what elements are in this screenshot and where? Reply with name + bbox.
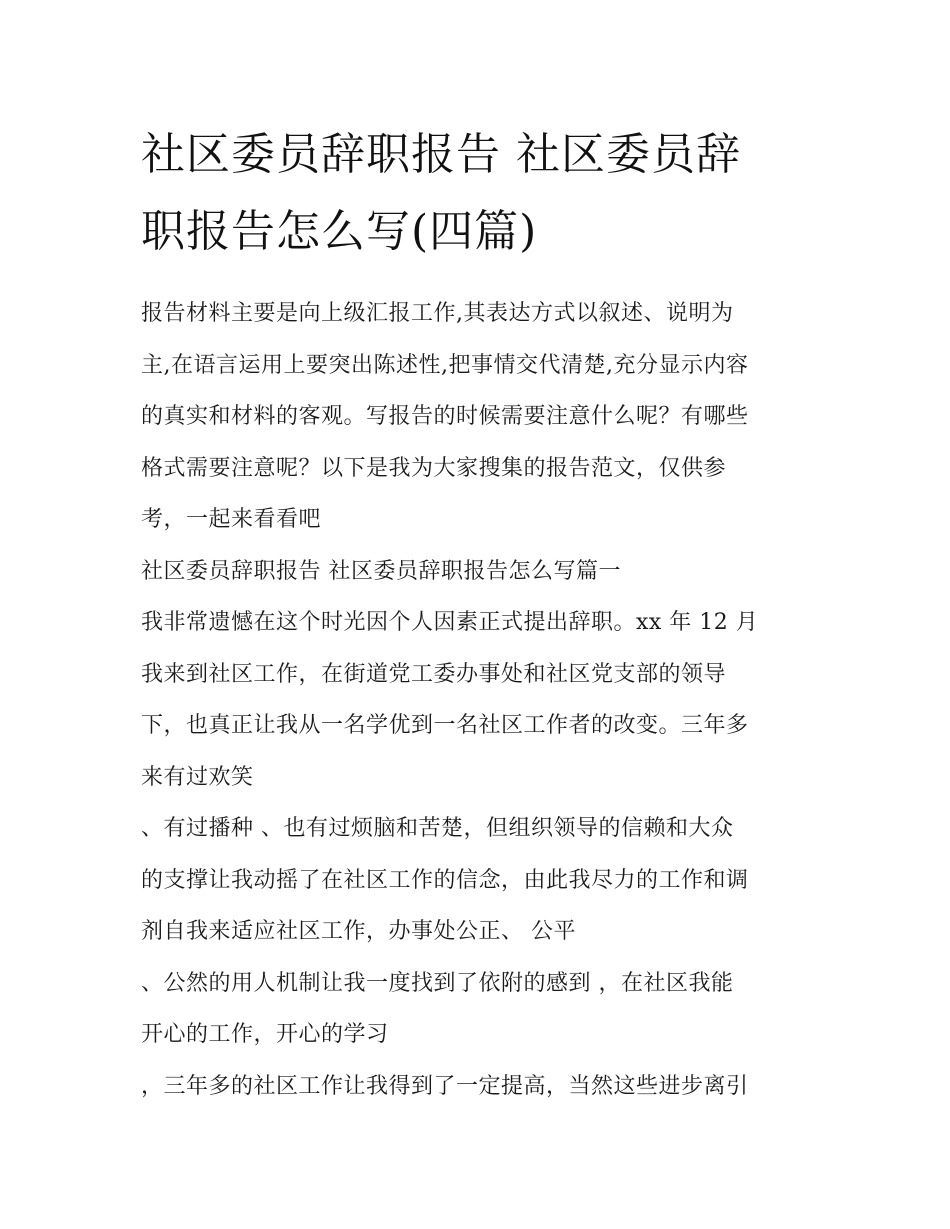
document-title (141, 116, 821, 270)
body-line: 、公然的用人机制让我一度找到了依附的感到 ，在社区我能 (141, 970, 734, 996)
title-line: 职报告怎么写(四篇) (141, 206, 538, 257)
intro-line: 主,在语言运用上要突出陈述性,把事情交代清楚,充分显示内容 (141, 352, 749, 378)
body-line: 我来到社区工作，在街道党工委办事处和社区党支部的领导 (141, 661, 727, 687)
intro-paragraph (141, 288, 821, 546)
body-line: 、有过播种 、也有过烦脑和苦楚，但组织领导的信赖和大众 (141, 816, 734, 841)
section-heading (141, 546, 821, 598)
intro-line: 格式需要注意呢？以下是我为大家搜集的报告范文，仅供参 (141, 455, 727, 481)
body-line: 的支撑让我动摇了在社区工作的信念，由此我尽力的工作和调 (141, 867, 749, 893)
document-content (141, 116, 821, 1112)
body-line: 开心的工作，开心的学习 (141, 1022, 389, 1047)
intro-line: 考，一起来看看吧 (141, 507, 322, 532)
body-paragraph (141, 597, 821, 1112)
body-line: 剂自我来适应社区工作，办事处公正、 公平 (141, 919, 576, 944)
body-line: 来有过欢笑 (141, 764, 254, 790)
title-line: 社区委员辞职报告 社区委员辞 (141, 129, 741, 180)
body-line: 下，也真正让我从一名学优到一名社区工作者的改变。三年多 (141, 713, 749, 738)
section-heading-text: 社区委员辞职报告 社区委员辞职报告怎么写篇一 (141, 558, 621, 584)
body-line: ，三年多的社区工作让我得到了一定提高，当然这些进步离引 (141, 1073, 749, 1099)
intro-line: 的真实和材料的客观。写报告的时候需要注意什么呢？有哪些 (141, 404, 749, 429)
body-line: 我非常遗憾在这个时光因个人因素正式提出辞职。xx 年 12 月 (141, 610, 759, 635)
intro-line: 报告材料主要是向上级汇报工作,其表达方式以叙述、说明为 (141, 301, 734, 326)
